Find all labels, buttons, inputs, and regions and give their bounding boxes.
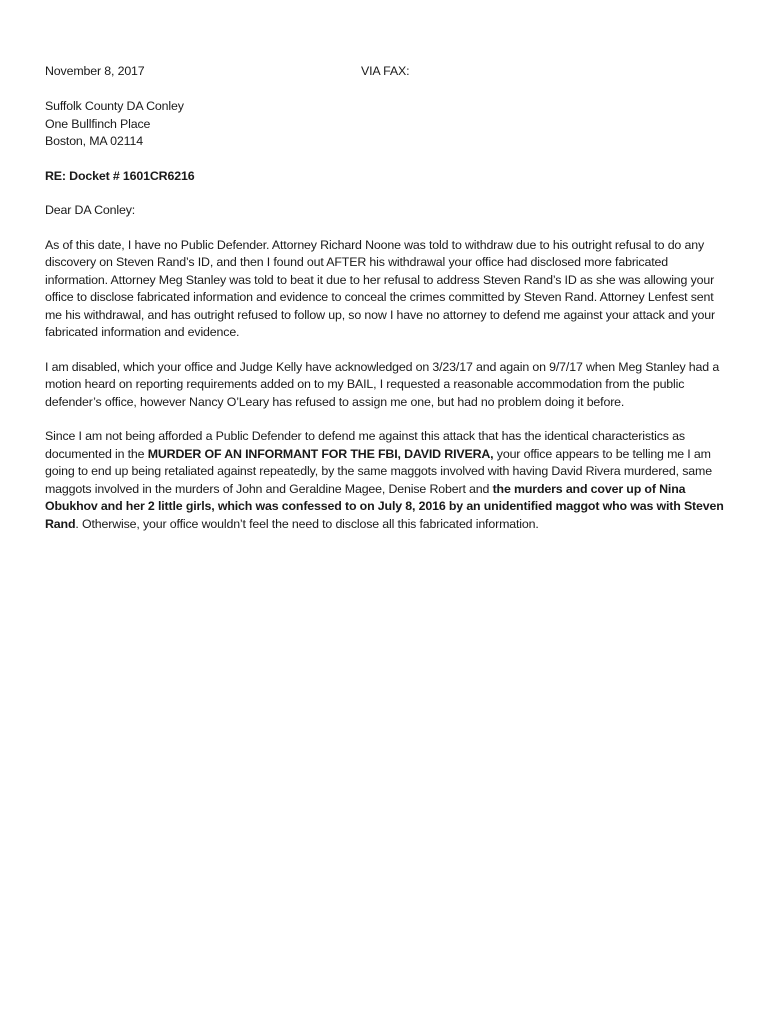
recipient-street: One Bullfinch Place [45,116,151,131]
letter-header [45,63,727,81]
paragraph-3-bold-2: the murders and cover up of Nina Obukhov and her 2 little girls, which was confessed to on July 8, 2016 by an unidentified maggot who was with Steven Rand [45,481,724,531]
letter-body [45,63,727,533]
paragraph-3-text [45,428,727,533]
recipient-city: Boston, MA 02114 [45,134,143,148]
recipient-address [45,98,727,151]
paragraph-2-text: I am disabled, which your office and Judge Kelly have acknowledged on 3/23/17 and again on 9/7/17 when Meg Stanley had a motion heard on reporting requirements added on to my BAIL, I requested a reasonable accommodation from the public defender’s office, however Nancy O’Leary has refused to assign me one, but had no problem doing it before. [45,359,720,409]
paragraph-2 [45,359,727,412]
paragraph-3-seg3: your office appears to be telling me I am going to end up being retaliated against repeatedly, by the same maggots involved with having David Rivera murdered, same maggots involved in the murders of John and Geraldine Magee, Denise Robert and [45,446,712,496]
salutation: Dear DA Conley: [45,203,136,217]
letter-date: November 8, 2017 [45,64,145,78]
paragraph-1-text: As of this date, I have no Public Defender. Attorney Richard Noone was told to withdraw due to his outright refusal to do any discovery on Steven Rand’s ID, and then I found out AFTER his withdrawal your office had disclosed more fabricated information. Attorney Meg Stanley was told to beat it due to her refusal to address Steven Rand’s ID as she was allowing your office to disclose fabricated information and evidence to conceal the crimes committed by Steven Rand. Attorney Lenfest sent me his withdrawal, and has outright refused to follow up, so now I have no attorney to defend me against your attack and your fabricated information and evidence. [45,237,716,339]
delivery-method: VIA FAX: [361,64,410,78]
paragraph-3-seg5: . Otherwise, your office wouldn’t feel the need to disclose all this fabricated information. [75,516,539,531]
paragraph-1 [45,237,727,342]
paragraph-3-seg1: Since I am not being afforded a Public Defender to defend me against this attack that has the identical characteristics as documented in the [45,429,685,461]
subject-line: RE: Docket # 1601CR6216 [45,168,195,183]
recipient-name: Suffolk County DA Conley [45,99,184,113]
paragraph-3 [45,428,727,533]
paragraph-3-bold-1: MURDER OF AN INFORMANT FOR THE FBI, DAVID RIVERA, [147,446,494,461]
